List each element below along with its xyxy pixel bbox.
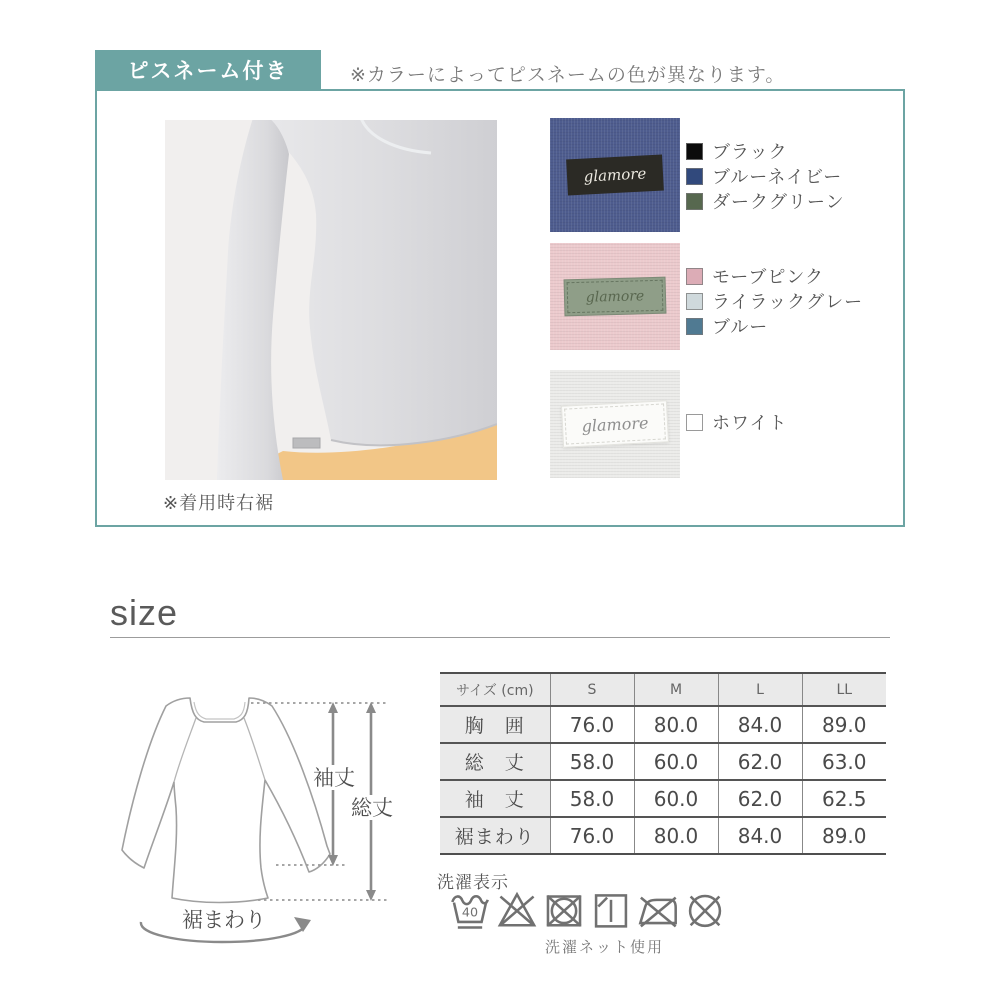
legend-row: [686, 267, 863, 288]
no-dry-clean-icon: [685, 891, 725, 933]
shirt-measurement-diagram: [108, 688, 408, 982]
legend-row: [686, 167, 845, 188]
wash-temp-label: 40: [461, 904, 479, 920]
color-label: ライラックグレー: [712, 292, 864, 313]
legend-row: [686, 413, 788, 434]
value-cell: 80.0: [634, 706, 718, 743]
laundry-section-label: 洗濯表示: [437, 873, 509, 893]
value-cell: 62.5: [802, 780, 886, 817]
swatch-photo-pink: [550, 243, 680, 350]
value-cell: 58.0: [550, 743, 634, 780]
row-label-cell: 裾まわり: [440, 817, 550, 854]
color-label: ブルー: [712, 317, 769, 338]
size-table-header-row: [440, 673, 886, 706]
photo-caption: ※着用時右裾: [163, 493, 275, 514]
color-swatch-lilac-gray: [686, 293, 703, 310]
table-row-hem-around: [440, 817, 886, 854]
size-divider: [110, 637, 890, 638]
legend-row: [686, 317, 863, 338]
color-label: モーブピンク: [712, 267, 825, 288]
hem-brand-tag: [293, 438, 320, 448]
table-header-cell: M: [634, 673, 718, 706]
value-cell: 84.0: [718, 817, 802, 854]
color-swatch-black: [686, 143, 703, 160]
no-iron-icon: [638, 891, 678, 933]
value-cell: 76.0: [550, 817, 634, 854]
value-cell: 62.0: [718, 780, 802, 817]
brand-tag-white: [561, 400, 669, 447]
sleeve-length-label: 袖丈: [313, 766, 355, 790]
pisname-note: ※カラーによってピスネームの色が異なります。: [350, 64, 786, 86]
brand-tag-sage: [564, 277, 667, 317]
size-table: [440, 672, 886, 855]
color-swatch-white: [686, 414, 703, 431]
table-row-chest: [440, 706, 886, 743]
wash-40-gentle-icon: [450, 891, 490, 933]
color-legend-group1: [686, 142, 845, 213]
pisname-header-label: ピスネーム付き: [127, 58, 289, 83]
shirt-outline: [122, 698, 330, 903]
neck-trim-line: [194, 702, 245, 719]
value-cell: 58.0: [550, 780, 634, 817]
color-swatch-mauve-pink: [686, 268, 703, 285]
color-label: ホワイト: [712, 413, 788, 434]
table-header-cell: LL: [802, 673, 886, 706]
value-cell: 80.0: [634, 817, 718, 854]
model-photo: [165, 120, 497, 480]
hem-around-label: 裾まわり: [182, 908, 266, 932]
value-cell: 89.0: [802, 706, 886, 743]
row-label-cell: 袖 丈: [440, 780, 550, 817]
value-cell: 63.0: [802, 743, 886, 780]
brand-tag-text: glamore: [585, 287, 645, 306]
color-label: ブルーネイビー: [712, 167, 843, 188]
swatch-photo-navy: [550, 118, 680, 232]
no-bleach-icon: [497, 891, 537, 933]
value-cell: 60.0: [634, 743, 718, 780]
legend-row: [686, 192, 845, 213]
value-cell: 62.0: [718, 743, 802, 780]
value-cell: 60.0: [634, 780, 718, 817]
color-legend-group2: [686, 267, 864, 338]
color-label: ブラック: [712, 142, 788, 163]
laundry-note: 洗濯ネット使用: [545, 938, 665, 956]
no-tumble-dry-icon: [544, 891, 584, 933]
table-row-total-length: [440, 743, 886, 780]
arrowhead-icon: [294, 917, 311, 932]
color-swatch-blue: [686, 318, 703, 335]
shirt-diagram-svg: [108, 688, 408, 978]
value-cell: 84.0: [718, 706, 802, 743]
size-section-title: size: [110, 592, 179, 633]
color-legend-group3: [686, 413, 788, 434]
value-cell: 76.0: [550, 706, 634, 743]
table-row-sleeve-length: [440, 780, 886, 817]
row-label-cell: 胸 囲: [440, 706, 550, 743]
model-photo-illustration: [165, 120, 497, 480]
table-header-cell: L: [718, 673, 802, 706]
laundry-symbols: [450, 891, 725, 933]
legend-row: [686, 142, 845, 163]
color-swatch-blue-navy: [686, 168, 703, 185]
brand-tag-text: glamore: [583, 164, 647, 186]
line-dry-in-shade-icon: [591, 891, 631, 933]
color-swatch-dark-green: [686, 193, 703, 210]
brand-tag-text: glamore: [581, 412, 649, 436]
brand-tag-dark: [566, 155, 664, 196]
color-label: ダークグリーン: [712, 192, 845, 213]
value-cell: 89.0: [802, 817, 886, 854]
pisname-header-tab: [95, 50, 321, 89]
legend-row: [686, 292, 864, 313]
swatch-photo-white: [550, 370, 680, 478]
row-label-cell: 総 丈: [440, 743, 550, 780]
table-header-cell: サイズ (cm): [440, 673, 550, 706]
total-length-label: 総丈: [351, 796, 393, 820]
table-header-cell: S: [550, 673, 634, 706]
